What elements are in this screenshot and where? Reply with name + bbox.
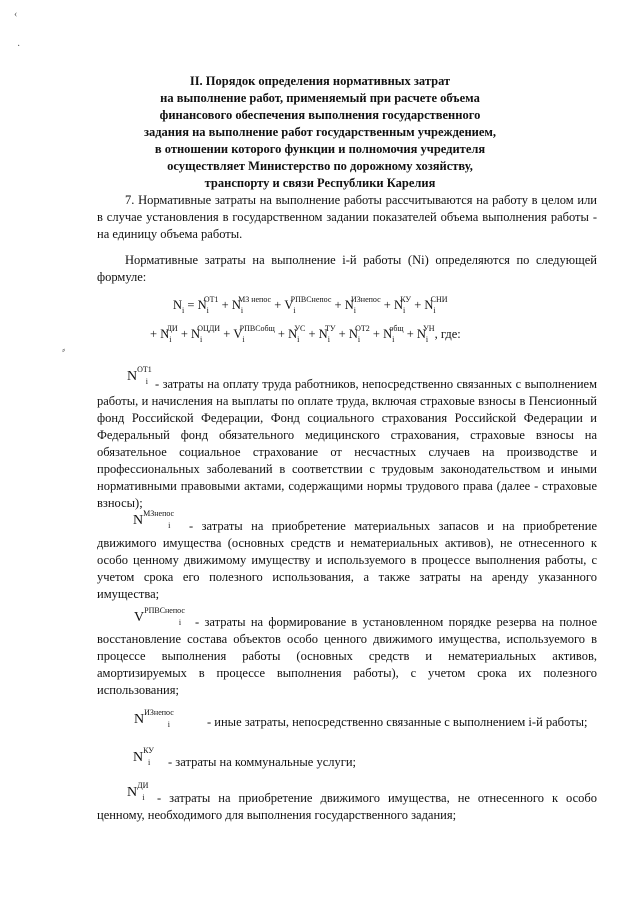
title-line: транспорту и связи Республики Карелия (204, 176, 436, 190)
title-line: задания на выполнение работ государственным учреждением, (143, 125, 497, 139)
formula-term: $N_i^{ДИ}$ (160, 324, 178, 344)
title-line: II. Порядок определения нормативных затрат (189, 74, 451, 88)
formula-operator: + (274, 327, 289, 341)
formula-term: $N_i^{КУ}$ (393, 295, 412, 315)
definition-text: - затраты на оплату труда работников, непосредственно связанных с выполнением работы, и начисления на выплаты по оплате труда, включая страховые взносы в Пенсионный фонд Российской Федерации, Фонд социального страхования Российской Федерации и Федеральный фонд обязательного медицинского страхования, страховые взносы на обязательное социальное страхование от несчастных случаев на производстве и профессиональных заболеваний в соответствии с трудовым законодательством и иными нормативными правовыми актами, содержащими нормы трудового права (далее - страховые взносы); (97, 377, 597, 510)
formula-term: $N_i^{УС}$ (288, 324, 306, 344)
def-symbol: $N^{МЗнепос}_i$ (133, 509, 175, 530)
formula-terms (197, 295, 448, 315)
formula-operator: + (177, 327, 191, 341)
formula-tail: , где: (434, 327, 461, 341)
def-symbol: $N^{ДИ}_i$ (127, 781, 149, 802)
formula-operator: + (335, 327, 349, 341)
formula-operator: + (403, 327, 417, 341)
section-title (140, 73, 500, 192)
formula-operator: + (218, 298, 232, 312)
def-symbol: $N^{ОТ1}_i$ (127, 365, 152, 386)
def-symbol: $N^{КУ}_i$ (133, 746, 154, 767)
scan-mark-mid: ⸗ (62, 345, 66, 356)
formula-operator: + (150, 327, 161, 341)
formula-term: $N_i^{общ}$ (383, 324, 404, 344)
definition-text: - иные затраты, непосредственно связанные с выполнением i-й работы; (207, 715, 588, 729)
def-symbol: $N^{ИЗнепос}_i$ (134, 708, 174, 729)
formula-intro: Нормативные затраты на выполнение i-й работы (Ni) определяются по следующей формуле: (97, 253, 597, 284)
definition-text: - затраты на коммунальные услуги; (168, 755, 357, 769)
formula-term: $N_i^{СНИ}$ (424, 295, 448, 315)
formula-operator: + (411, 298, 425, 312)
title-line: осуществляет Министерство по дорожному хозяйству, (167, 159, 473, 173)
formula-operator: + (331, 298, 345, 312)
formula-term: $N_i^{МЗ непос}$ (231, 295, 272, 315)
formula-line-1 (173, 297, 448, 313)
formula-term: $N_i^{ТУ}$ (318, 324, 336, 344)
title-line: в отношении которого функции и полномочия учредителя (154, 142, 486, 156)
scan-mark-top: ‹ (14, 9, 18, 20)
formula-operator: + (369, 327, 384, 341)
paragraph-7: 7. Нормативные затраты на выполнение работы рассчитываются на работу в целом или в случае установления в государственном задании показателей объема выполнения работы - на единицу объема работы. (97, 193, 597, 241)
formula-term: $N_i^{ОТ2}$ (348, 324, 370, 344)
formula-term: $N_i^{УН}$ (416, 324, 435, 344)
formula-equals: = (184, 298, 198, 312)
formula-term: $V_i^{РПВСобщ}$ (233, 324, 275, 344)
title-line: финансового обеспечения выполнения государственного (159, 108, 481, 122)
formula-term: $V_i^{РПВСнепос}$ (284, 295, 332, 315)
formula-operator: + (305, 327, 319, 341)
scan-mark-dot: · (17, 41, 21, 52)
definition-text: - затраты на приобретение движимого имущества, не отнесенного к особо ценному, необходимого для выполнения государственного задания; (97, 791, 597, 822)
formula-lhs: $N_i$ (173, 298, 185, 315)
formula-operator: + (220, 327, 234, 341)
def-symbol: $V^{РПВСнепос}_i$ (134, 606, 185, 627)
definition-text: - затраты на приобретение материальных запасов и на приобретение движимого имущества (основных средств и нематериальных активов), не отнесенного к особо ценному движимому имуществу и используемого в процессе выполнения работы, с учетом срока его полезного использования, а также затраты на аренду указанного имущества; (97, 519, 597, 601)
formula-terms (150, 324, 435, 344)
formula-term: $N_i^{ИЗнепос}$ (344, 295, 381, 315)
formula-line-2 (150, 326, 461, 342)
formula-term: $N_i^{ОЦДИ}$ (191, 324, 221, 344)
definition-text: - затраты на формирование в установленном порядке резерва на полное восстановление состава объектов особо ценного движимого имущества, используемого в процессе выполнения работы (основных средств и нематериальных активов, амортизируемых в процессе выполнения работы), с учетом срока их полезного использования; (97, 615, 597, 697)
formula-term: $N_i^{ОТ1}$ (197, 295, 219, 315)
formula-operator: + (271, 298, 285, 312)
title-line: на выполнение работ, применяемый при расчете объема (160, 91, 480, 105)
formula-operator: + (380, 298, 394, 312)
